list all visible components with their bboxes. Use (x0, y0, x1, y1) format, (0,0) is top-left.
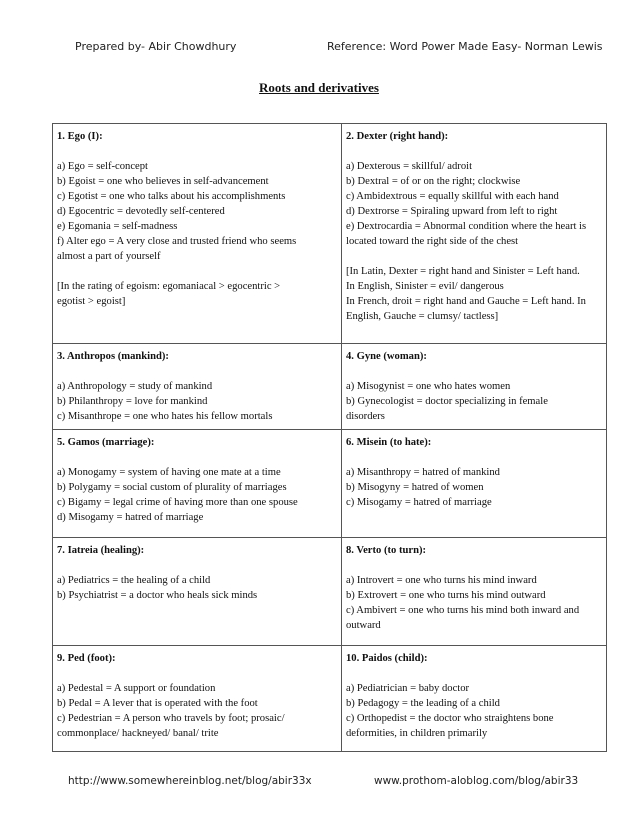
derivative-line: c) Ambidextrous = equally skillful with each hand (346, 191, 559, 202)
derivative-line: located toward the right side of the chest (346, 236, 519, 247)
note-line: [In the rating of egoism: egomaniacal > egocentric > (57, 281, 281, 292)
derivative-line: c) Bigamy = legal crime of having more than one spouse (57, 497, 298, 508)
root-cell (342, 538, 607, 646)
footer-link-somewhereinblog[interactable]: http://www.somewhereinblog.net/blog/abir33x (68, 775, 312, 787)
derivative-line: b) Psychiatrist = a doctor who heals sick minds (57, 590, 258, 601)
root-cell (342, 344, 607, 430)
root-heading: 2. Dexter (right hand): (346, 131, 449, 142)
derivative-line: a) Pedestal = A support or foundation (57, 683, 216, 694)
root-cell (53, 124, 342, 344)
note-line: English, Gauche = clumsy/ tactless] (346, 311, 499, 322)
derivative-line: b) Pedagogy = the leading of a child (346, 698, 500, 709)
derivative-line: f) Alter ego = A very close and trusted friend who seems (57, 236, 297, 247)
derivative-line: a) Misogynist = one who hates women (346, 381, 511, 392)
header-reference: Reference: Word Power Made Easy- Norman Lewis (327, 40, 603, 53)
derivative-line: b) Misogyny = hatred of women (346, 482, 484, 493)
derivative-line: b) Dextral = of or on the right; clockwise (346, 176, 521, 187)
root-heading: 8. Verto (to turn): (346, 545, 427, 556)
derivative-line: d) Egocentric = devotedly self-centered (57, 206, 225, 217)
derivative-line: commonplace/ hackneyed/ banal/ trite (57, 728, 219, 739)
derivative-line: b) Pedal = A lever that is operated with the foot (57, 698, 258, 709)
derivative-line: c) Pedestrian = A person who travels by foot; prosaic/ (57, 713, 285, 724)
derivative-line: outward (346, 620, 381, 631)
table-row (53, 646, 607, 752)
root-heading: 6. Misein (to hate): (346, 437, 432, 448)
note-line: [In Latin, Dexter = right hand and Sinister = Left hand. (346, 266, 580, 277)
derivative-line: a) Ego = self-concept (57, 161, 148, 172)
note-line: In English, Sinister = evil/ dangerous (346, 281, 504, 292)
root-heading: 7. Iatreia (healing): (57, 545, 145, 556)
root-cell (342, 646, 607, 752)
derivative-line: c) Misanthrope = one who hates his fellow mortals (57, 411, 273, 422)
root-cell (53, 646, 342, 752)
root-cell (53, 344, 342, 430)
root-cell (53, 430, 342, 538)
derivative-line: a) Dexterous = skillful/ adroit (346, 161, 473, 172)
root-cell (342, 124, 607, 344)
footer-link-prothom-alo[interactable]: www.prothom-aloblog.com/blog/abir33 (374, 775, 579, 787)
derivative-line: deformities, in children primarily (346, 728, 488, 739)
derivative-line: c) Misogamy = hatred of marriage (346, 497, 492, 508)
derivative-line: d) Misogamy = hatred of marriage (57, 512, 204, 523)
root-heading: 9. Ped (foot): (57, 653, 116, 664)
derivative-line: a) Pediatrician = baby doctor (346, 683, 470, 694)
derivative-line: c) Orthopedist = the doctor who straightens bone (346, 713, 554, 724)
derivative-line: d) Dextrorse = Spiraling upward from left to right (346, 206, 558, 217)
derivative-line: e) Dextrocardia = Abnormal condition where the heart is (346, 221, 587, 232)
root-heading: 10. Paidos (child): (346, 653, 428, 664)
root-heading: 4. Gyne (woman): (346, 351, 427, 362)
derivative-line: a) Monogamy = system of having one mate at a time (57, 467, 281, 478)
derivative-line: e) Egomania = self-madness (57, 221, 178, 232)
derivative-line: c) Egotist = one who talks about his accomplishments (57, 191, 286, 202)
roots-table (52, 123, 607, 752)
derivative-line: b) Extrovert = one who turns his mind outward (346, 590, 546, 601)
root-note (346, 264, 602, 324)
root-heading: 3. Anthropos (mankind): (57, 351, 169, 362)
note-line: egotist > egoist] (57, 296, 126, 307)
page-title: Roots and derivatives (259, 80, 379, 95)
root-heading: 5. Gamos (marriage): (57, 437, 155, 448)
table-row (53, 430, 607, 538)
table-row (53, 344, 607, 430)
derivative-line: a) Introvert = one who turns his mind inward (346, 575, 537, 586)
derivative-line: disorders (346, 411, 385, 422)
table-row (53, 124, 607, 344)
derivative-line: b) Polygamy = social custom of plurality of marriages (57, 482, 287, 493)
derivative-line: almost a part of yourself (57, 251, 161, 262)
root-note (57, 279, 337, 309)
derivative-line: b) Philanthropy = love for mankind (57, 396, 208, 407)
derivative-line: c) Ambivert = one who turns his mind both inward and (346, 605, 580, 616)
derivative-line: b) Gynecologist = doctor specializing in female (346, 396, 548, 407)
root-heading: 1. Ego (I): (57, 131, 103, 142)
derivative-line: b) Egoist = one who believes in self-advancement (57, 176, 269, 187)
derivative-line: a) Misanthropy = hatred of mankind (346, 467, 500, 478)
derivative-line: a) Pediatrics = the healing of a child (57, 575, 211, 586)
table-row (53, 538, 607, 646)
note-line: In French, droit = right hand and Gauche = Left hand. In (346, 296, 586, 307)
header-author: Prepared by- Abir Chowdhury (75, 40, 237, 53)
root-cell (342, 430, 607, 538)
root-cell (53, 538, 342, 646)
derivative-line: a) Anthropology = study of mankind (57, 381, 213, 392)
